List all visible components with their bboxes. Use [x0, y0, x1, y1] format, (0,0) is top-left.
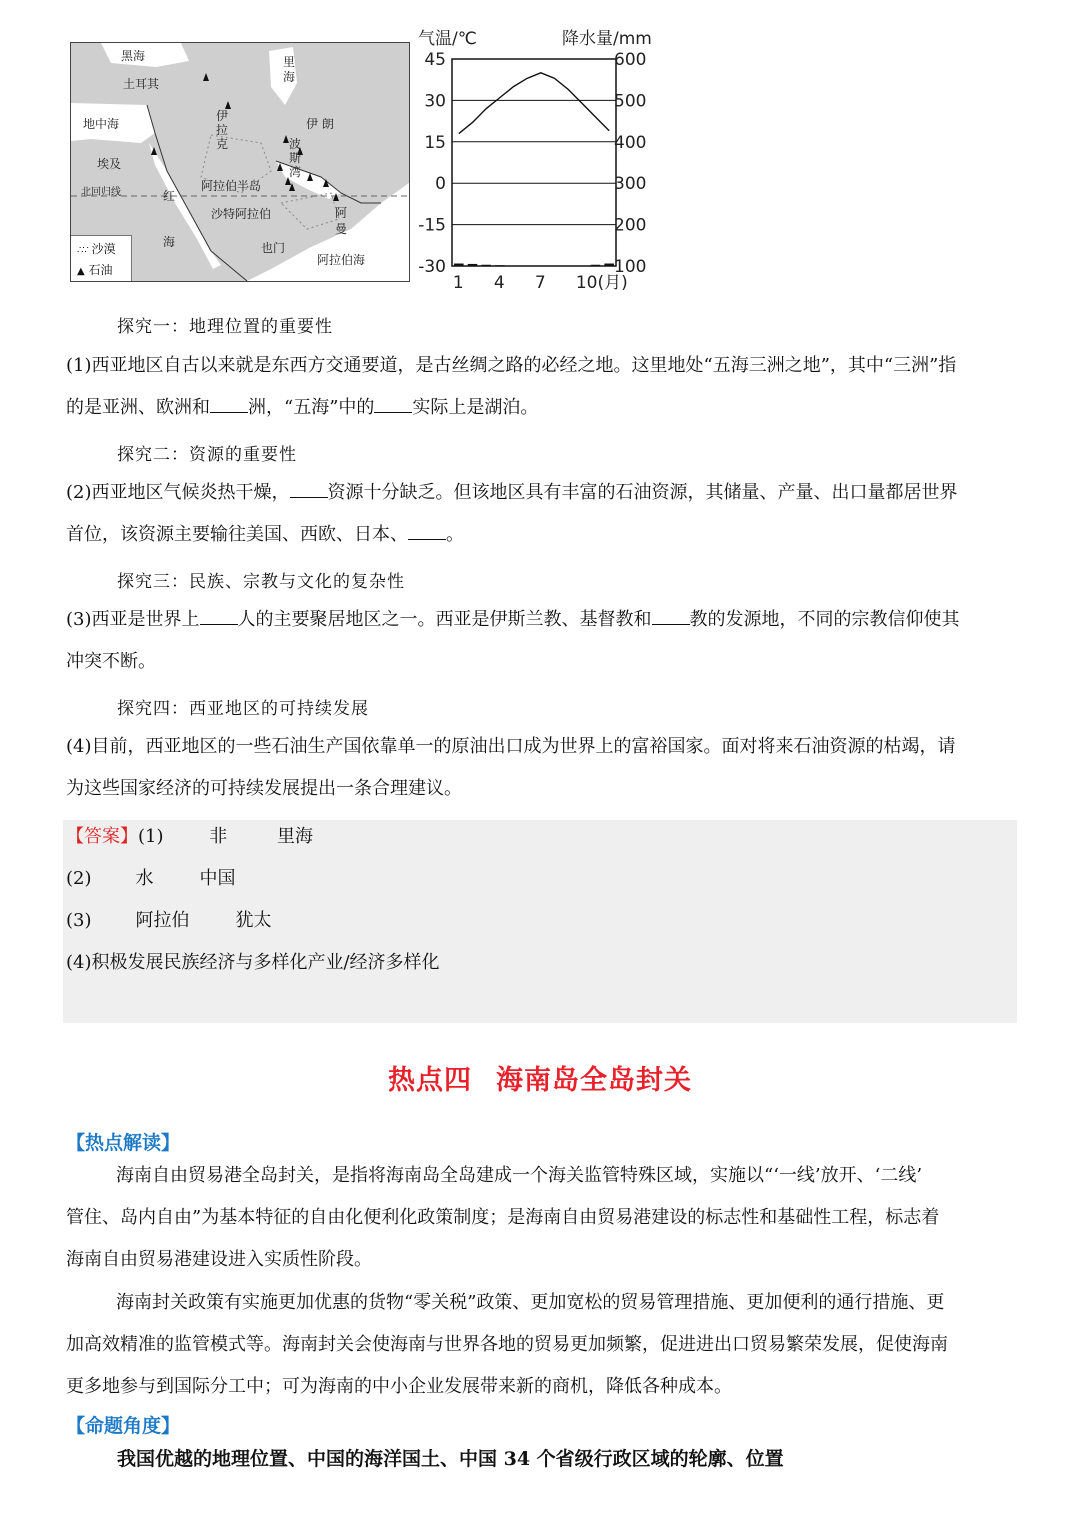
- temp-axis-label: 气温/℃: [418, 29, 477, 49]
- map-legend: ∴∵ 沙漠 ▲ 石油: [71, 235, 132, 282]
- angle-heading: 【命题角度】: [66, 1415, 181, 1437]
- explore4-heading: 探究四：西亚地区的可持续发展: [117, 699, 369, 719]
- hot-title: 热点四 海南岛全岛封关: [388, 1065, 692, 1096]
- temp-tick-label: 30: [424, 91, 446, 112]
- explore3-paragraph: (3)西亚是世界上 人的主要聚居地区之一。西亚是伊斯兰教、基督教和 教的发源地，不同的宗教信仰使其 冲突不断。: [66, 599, 1016, 683]
- reading-heading: 【热点解读】: [66, 1132, 181, 1154]
- map-label-oman: 阿 曼: [335, 206, 348, 236]
- precip-tick-label: 300: [614, 174, 647, 195]
- blank-2a: [290, 477, 328, 498]
- explore1-heading: 探究一：地理位置的重要性: [117, 317, 333, 337]
- precip-tick-label: 100: [614, 257, 647, 277]
- precip-axis-label: 降水量/mm: [562, 29, 652, 49]
- explore2-heading: 探究二：资源的重要性: [117, 445, 297, 465]
- map-label-egypt: 埃及: [97, 157, 122, 171]
- month-tick-label: 4: [493, 273, 505, 293]
- map-label-black-sea: 黑海: [121, 49, 146, 63]
- angle-text: 我国优越的地理位置、中国的海洋国土、中国 34 个省级行政区域的轮廓、位置: [117, 1448, 784, 1470]
- map-label-tropic: 北回归线: [81, 187, 121, 198]
- blank-1a: [210, 392, 248, 413]
- month-tick-label: 7: [534, 273, 546, 293]
- map-label-arabian-peninsula: 阿拉伯半岛: [201, 179, 262, 193]
- answer-line-1: 【答案】(1) 非 里海: [66, 826, 313, 847]
- reading-paragraph-1: 海南自由贸易港全岛封关，是指将海南岛全岛建成一个海关监管特殊区域，实施以“‘一线’放开、‘二线’ 管住、岛内自由”为基本特征的自由化便利化政策制度；是海南自由贸易港建设的标志性和基础性工程，标志着 海南自由贸易港建设进入实质性阶段。: [66, 1165, 940, 1270]
- answer-line-4: (4)积极发展民族经济与多样化产业/经济多样化: [66, 952, 440, 973]
- answer-line-2: (2) 水 中国: [66, 868, 236, 889]
- precip-tick-label: 500: [614, 91, 647, 112]
- map-label-persian-gulf: 波 斯 湾: [289, 137, 302, 179]
- month-tick-label: 10(月): [575, 273, 628, 293]
- plot-frame: [452, 59, 616, 266]
- map-label-turkey: 土耳其: [123, 77, 160, 91]
- temperature-line: [459, 73, 609, 134]
- map-label-iraq: 伊 拉 克: [216, 109, 229, 151]
- explore4-paragraph: (4)目前，西亚地区的一些石油生产国依靠单一的原油出口成为世界上的富裕国家。面对将来石油资源的枯竭，请 为这些国家经济的可持续发展提出一条合理建议。: [66, 736, 956, 799]
- precip-bar: [604, 264, 614, 266]
- map-label-saudi: 沙特阿拉伯: [211, 207, 272, 221]
- map-label-red-sea: 红 海: [163, 189, 176, 249]
- west-asia-map: [70, 42, 410, 282]
- precip-bar: [454, 264, 464, 266]
- precip-tick-label: 600: [614, 50, 647, 70]
- blank-3b: [652, 604, 690, 625]
- map-label-iran: 伊 朗: [306, 117, 334, 131]
- temp-tick-label: 15: [424, 132, 446, 153]
- month-tick-label: 1: [452, 273, 464, 293]
- climate-chart: [412, 24, 672, 296]
- blank-2b: [408, 519, 446, 540]
- answer-line-3: (3) 阿拉伯 犹太: [66, 910, 272, 931]
- legend-oil-label: 石油: [88, 263, 113, 277]
- precip-bar: [481, 265, 491, 266]
- precip-tick-label: 200: [614, 215, 647, 236]
- precip-tick-label: 400: [614, 132, 647, 153]
- answer-tag: 【答案】: [66, 826, 138, 847]
- temp-tick-label: -15: [418, 215, 446, 236]
- explore3-heading: 探究三：民族、宗教与文化的复杂性: [117, 572, 405, 592]
- map-label-arabian-sea: 阿拉伯海: [317, 253, 366, 267]
- blank-1b: [374, 392, 412, 413]
- precip-bar: [468, 264, 478, 266]
- map-label-mediterranean: 地中海: [83, 117, 120, 131]
- reading-paragraph-2: 海南封关政策有实施更加优惠的货物“零关税”政策、更加宽松的贸易管理措施、更加便利的通行措施、更 加高效精准的监管模式等。海南封关会使海南与世界各地的贸易更加频繁，促进进出口贸易繁荣发展，促使海南 更多地参与到国际分工中；可为海南的中小企业发展带来新的商机，降低各种成本。: [66, 1292, 948, 1397]
- blank-3a: [200, 604, 238, 625]
- map-label-caspian: 里 海: [283, 55, 296, 84]
- temp-tick-label: 45: [424, 50, 446, 70]
- precip-bar: [591, 265, 601, 266]
- explore1-paragraph: (1)西亚地区自古以来就是东西方交通要道，是古丝绸之路的必经之地。这里地处“五海三洲之地”，其中“三洲”指 的是亚洲、欧洲和 洲，“五海”中的 实际上是湖泊。: [66, 355, 957, 418]
- map-label-yemen: 也门: [261, 241, 286, 255]
- temp-tick-label: 0: [435, 174, 446, 195]
- precip-bar: [495, 265, 505, 266]
- temp-tick-label: -30: [418, 257, 446, 277]
- legend-desert-label: 沙漠: [91, 242, 116, 256]
- explore2-paragraph: (2)西亚地区气候炎热干燥， 资源十分缺乏。但该地区具有丰富的石油资源，其储量、产量、出口量都居世界 首位，该资源主要输往美国、西欧、日本、 。: [66, 472, 1016, 556]
